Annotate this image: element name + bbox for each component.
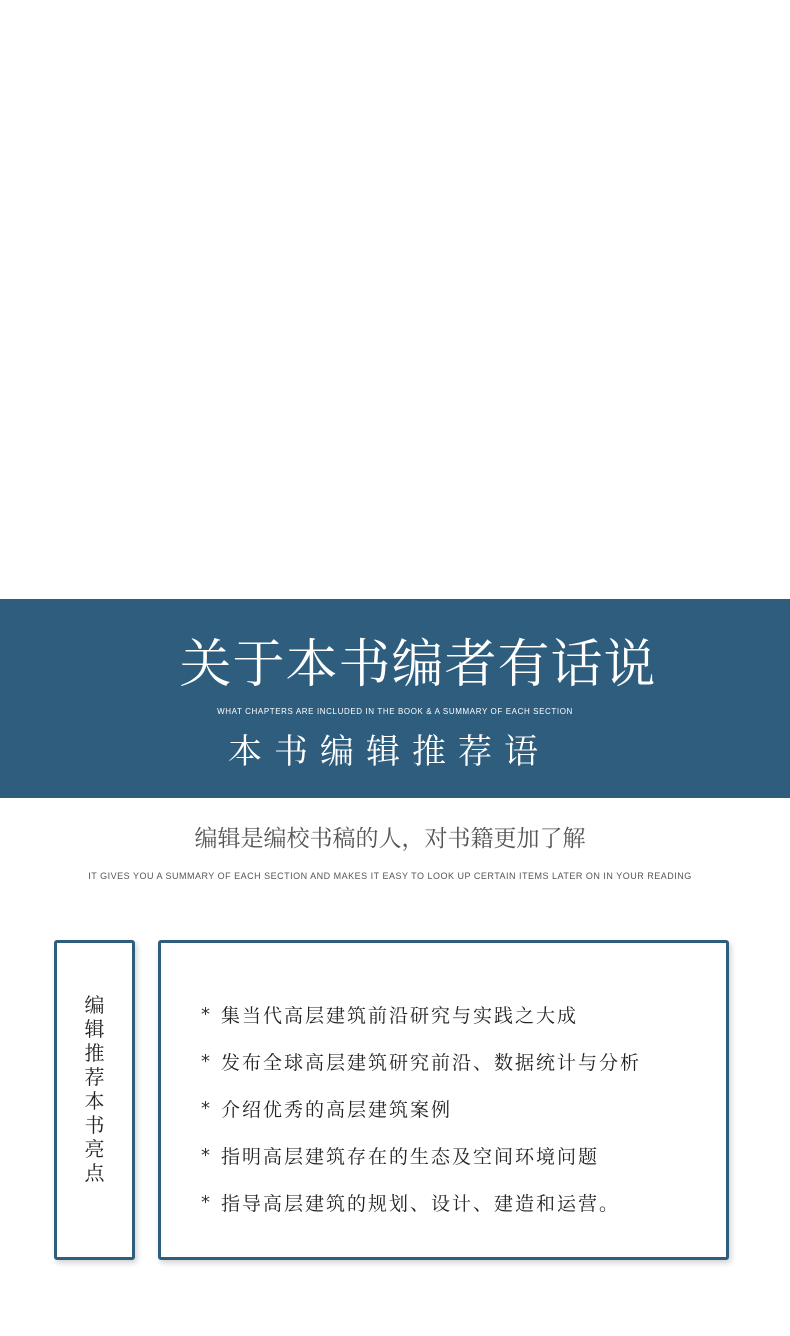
list-item — [201, 1038, 641, 1085]
list-item-text: 介绍优秀的高层建筑案例 — [221, 1099, 453, 1121]
bullet-icon: * — [201, 1004, 212, 1025]
intro-line: 编辑是编校书稿的人，对书籍更加了解 — [194, 826, 586, 852]
bullet-icon: * — [201, 1098, 212, 1119]
side-label-text: 编辑推荐 本书亮点 — [84, 993, 105, 1185]
list-item-text: 指明高层建筑存在的生态及空间环境问题 — [221, 1146, 600, 1168]
intro-subline: IT GIVES YOU A SUMMARY OF EACH SECTION AND MAKES IT EASY TO LOOK UP CERTAIN ITEMS LATER ON IN YOUR READING — [88, 871, 692, 881]
list-item — [201, 1179, 641, 1226]
banner-subtitle: WHAT CHAPTERS ARE INCLUDED IN THE BOOK & A SUMMARY OF EACH SECTION — [217, 707, 573, 716]
bullet-icon: * — [201, 1051, 212, 1072]
list-item-text: 发布全球高层建筑研究前沿、数据统计与分析 — [221, 1052, 642, 1074]
side-label — [57, 993, 132, 1185]
list-item — [201, 991, 641, 1038]
bullet-icon: * — [201, 1192, 212, 1213]
list-item — [201, 1132, 641, 1179]
banner-heading: 本书编辑推荐语 — [228, 732, 550, 772]
list-item-text: 指导高层建筑的规划、设计、建造和运营。 — [221, 1193, 621, 1215]
highlights-box — [158, 940, 729, 1260]
highlights-list — [201, 991, 641, 1226]
banner-title: 关于本书编者有话说 — [179, 635, 657, 695]
bullet-icon: * — [201, 1145, 212, 1166]
list-item — [201, 1085, 641, 1132]
side-label-box — [54, 940, 135, 1260]
list-item-text: 集当代高层建筑前沿研究与实践之大成 — [221, 1005, 579, 1027]
